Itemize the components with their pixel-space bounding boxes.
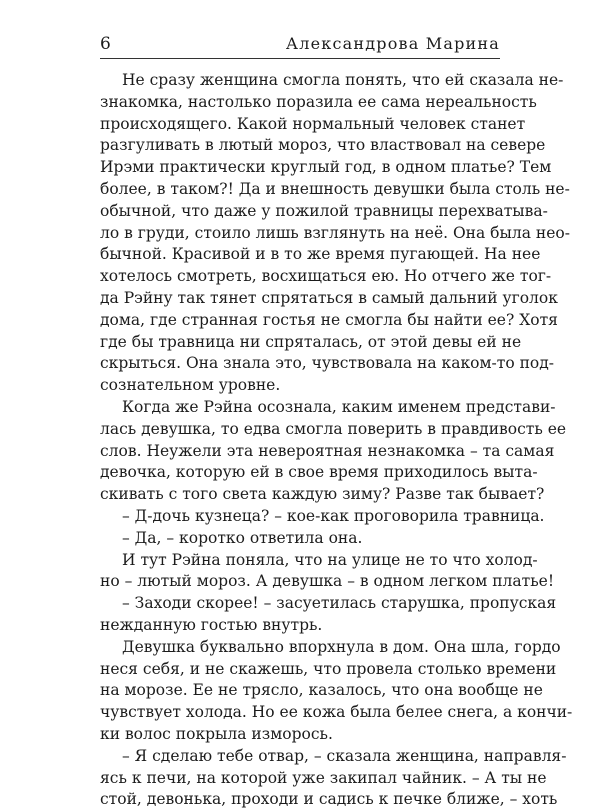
text-line: знакомка, настолько поразила ее сама нереальность [100, 92, 537, 111]
text-line: – Заходи скорее! – засуетилась старушка, пропуская [122, 594, 557, 613]
text-line: – Я сделаю тебе отвар, – сказала женщина, направля- [122, 746, 567, 765]
paragraph [100, 528, 500, 550]
paragraph [100, 397, 567, 506]
text-line: хотелось смотреть, восхищаться ею. Но отчего же тог- [100, 267, 552, 286]
paragraph [100, 70, 570, 397]
text-line: сознательном уровне. [100, 376, 281, 395]
text-line: происходящего. Какой нормальный человек станет [100, 114, 526, 133]
text-line: разгуливать в лютый мороз, что властвовал на севере [100, 136, 546, 155]
page-header [100, 30, 500, 59]
paragraph [100, 550, 555, 594]
text-line: обычной, что даже у пожилой травницы перехватыва- [100, 201, 548, 220]
text-line: Девушка буквально впорхнула в дом. Она шла, гордо [122, 637, 561, 656]
text-line: бычной. Красивой и в то же время пугающей. На нее [100, 245, 541, 264]
text-line: скрыться. Она знала это, чувствовала на каком-то под- [100, 354, 555, 373]
running-title: Александрова Марина [285, 34, 500, 53]
paragraph [100, 593, 557, 637]
text-line: И тут Рэйна поняла, что на улице не то что холод- [122, 550, 538, 569]
text-line: нежданную гостью внутрь. [100, 615, 323, 634]
text-line: ло в груди, стоило лишь взглянуть на неё. Она была нео- [100, 223, 570, 242]
text-line: девочка, которую ей в свое время приходилось выта- [100, 463, 538, 482]
body-text [100, 70, 573, 811]
text-line: – Да, – коротко ответила она. [122, 528, 363, 547]
text-line: неся себя, и не скажешь, что провела столько времени [100, 659, 557, 678]
paragraph [100, 637, 573, 746]
text-line: дома, где странная гостья не смогла бы найти ее? Хотя [100, 310, 558, 329]
text-line: лась девушка, то едва смогла поверить в правдивость ее [100, 419, 567, 438]
text-line: Ирэми практически круглый год, в одном платье? Тем [100, 158, 552, 177]
text-line: слов. Неужели эта невероятная незнакомка – та самая [100, 441, 555, 460]
text-line: да Рэйну так тянет спрятаться в самый дальний уголок [100, 288, 558, 307]
text-line: на морозе. Ее не трясло, казалось, что она вообще не [100, 681, 543, 700]
text-line: где бы травница ни спряталась, от этой девы ей не [100, 332, 522, 351]
text-line: но – лютый мороз. А девушка – в одном легком платье! [100, 572, 555, 591]
text-line: – Д-дочь кузнеца? – кое-как проговорила травница. [122, 506, 545, 525]
paragraph [100, 746, 567, 811]
text-line: стой, девонька, проходи и садись к печке ближе, – хоть [100, 790, 558, 809]
text-line: более, в таком?! Да и внешность девушки была столь не- [100, 179, 570, 198]
paragraph [100, 506, 545, 528]
page-number: 6 [100, 34, 112, 54]
text-line: ясь к печи, на которой уже закипал чайник. – А ты не [100, 768, 547, 787]
text-line: Не сразу женщина смогла понять, что ей сказала не- [122, 71, 564, 89]
text-line: чувствует холода. Но ее кожа была белее снега, а кончи- [100, 703, 573, 722]
text-line: ки волос покрыла изморось. [100, 724, 333, 743]
text-line: скивать с того света каждую зиму? Разве так бывает? [100, 485, 545, 504]
text-line: Когда же Рэйна осознала, каким именем представи- [122, 397, 556, 416]
